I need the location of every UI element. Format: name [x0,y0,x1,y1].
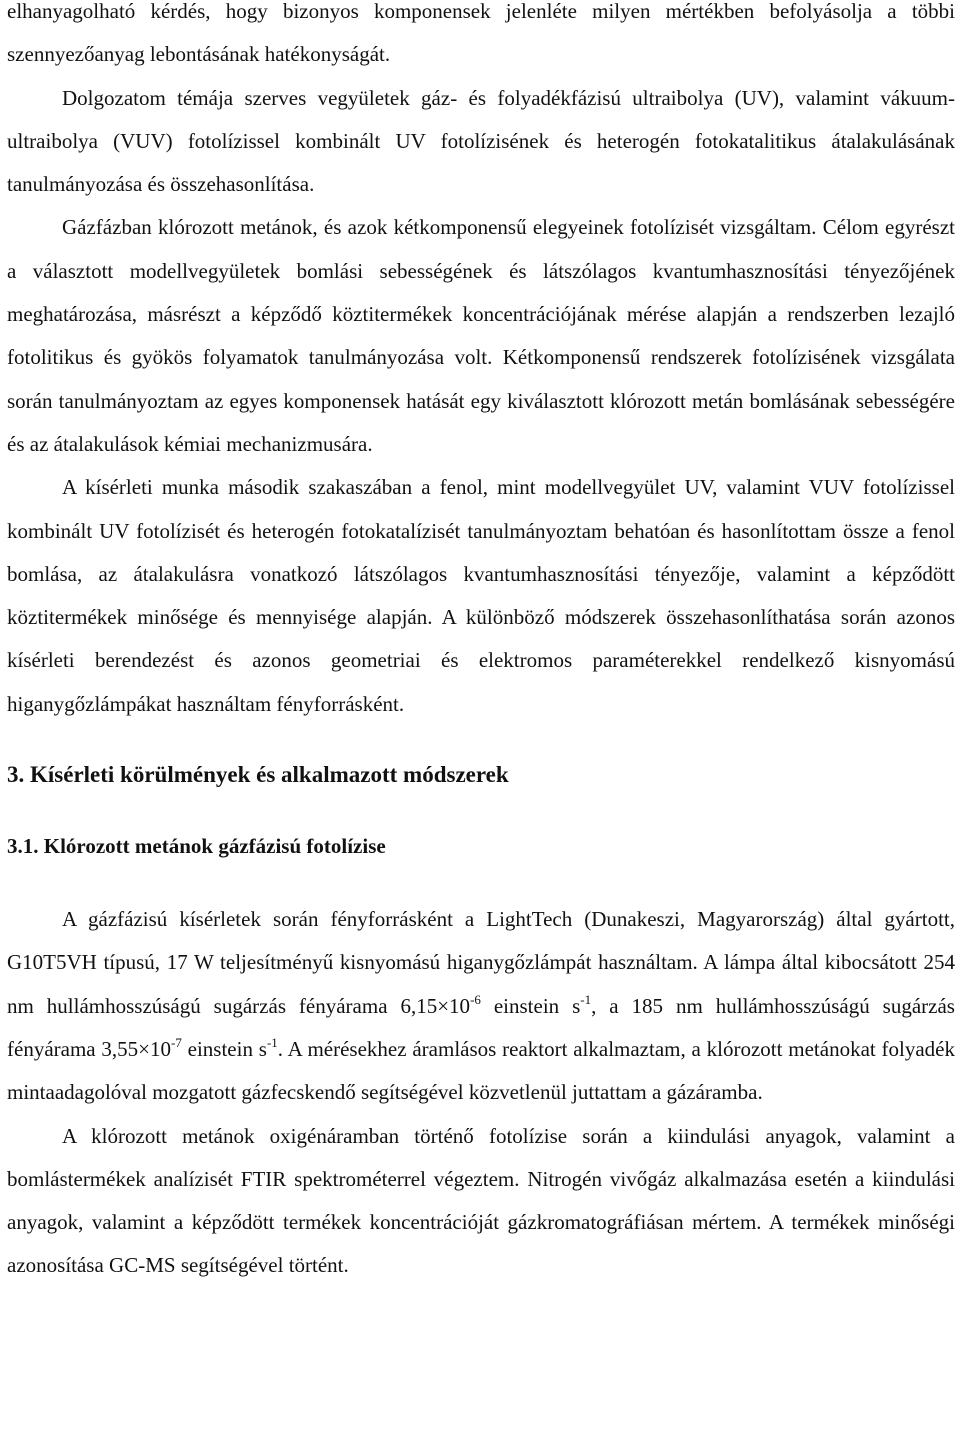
document-page [7,0,955,1288]
superscript: -1 [580,991,592,1007]
paragraph-analysis-methods: A klórozott metánok oxigénáramban történő fotolízise során a kiindulási anyagok, valamint a bomlástermékek analízisét FTIR spektrométerrel végeztem. Nitrogén vivőgáz alkalmazása esetén a kiindulási anyagok, valamint a képződött termékek koncentrációját gázkromatográfiásan mértem. A termékek minőségi azonosítása GC-MS segítségével történt. [7,1123,955,1278]
text-run: einstein s [480,993,581,1018]
superscript: -6 [470,991,481,1007]
superscript: -1 [266,1034,278,1050]
text-run: A gázfázisú kísérletek során fényforrásként a LightTech (Dunakeszi, Magyarország) által gyártott, G10T5VH típusú, 17 W teljesítményű kisnyomású higanygőzlámpát használtam. A lámpa által kibocsátott 254 nm hullámhosszúságú sugárzás fényárama 6,15×10 [7,907,955,1018]
paragraph-phenol-study: A kísérleti munka második szakaszában a fenol, mint modellvegyület UV, valamint VUV fotolízissel kombinált UV fotolízisét és heterogén fotokatalízisét tanulmányoztam behatóan és hasonlítottam össze a fenol bomlása, az átalakulásra vonatkozó látszólagos kvantumhasznosítási tényezője, valamint a képződött köztitermékek minősége és mennyisége alapján. A különböző módszerek összehasonlíthatása során azonos kísérleti berendezést és azonos geometriai és elektromos paraméterekkel rendelkező kisnyomású higanygőzlámpákat használtam fényforrásként. [7,475,955,716]
text-run: einstein s [181,1036,267,1061]
paragraph-light-source [7,898,955,1114]
paragraph-thesis-topic: Dolgozatom témája szerves vegyületek gáz- és folyadékfázisú ultraibolya (UV), valamint vákuum-ultraibolya (VUV) fotolízissel kombinált UV fotolízisének és heterogén fotokatalitikus átalakulásának tanulmányozása és összehasonlítása. [7,85,955,197]
text-run: . A mérésekhez áramlásos reaktort alkalmaztam, a klórozott metánokat folyadék mintaadagolóval mozgatott gázfecskendő segítségével közvetlenül juttattam a gázáramba. [7,1036,955,1105]
text-run: , a 185 nm hullámhosszúságú sugárzás fényárama 3,55×10 [7,993,955,1061]
paragraph-continued: elhanyagolható kérdés, hogy bizonyos komponensek jelenléte milyen mértékben befolyásolja a többi szennyezőanyag lebontásának hatékonyságát. [7,0,955,67]
superscript: -7 [171,1034,182,1050]
paragraph-gas-phase-aim: Gázfázban klórozott metánok, és azok kétkomponensű elegyeinek fotolízisét vizsgáltam. Célom egyrészt a választott modellvegyületek bomlási sebességének és látszólagos kvantumhasznosítási tényezőjének meghatározása, másrészt a képződő köztitermékek koncentrációjának mérése alapján a rendszerben lezajló fotolitikus és gyökös folyamatok tanulmányozása volt. Kétkomponensű rendszerek fotolízisének vizsgálata során tanulmányoztam az egyes komponensek hatását egy kiválasztott klórozott metán bomlásának sebességére és az átalakulások kémiai mechanizmusára. [7,215,955,456]
section-heading: 3. Kísérleti körülmények és alkalmazott módszerek [7,762,509,788]
subsection-heading: 3.1. Klórozott metánok gázfázisú fotolízise [7,834,386,859]
